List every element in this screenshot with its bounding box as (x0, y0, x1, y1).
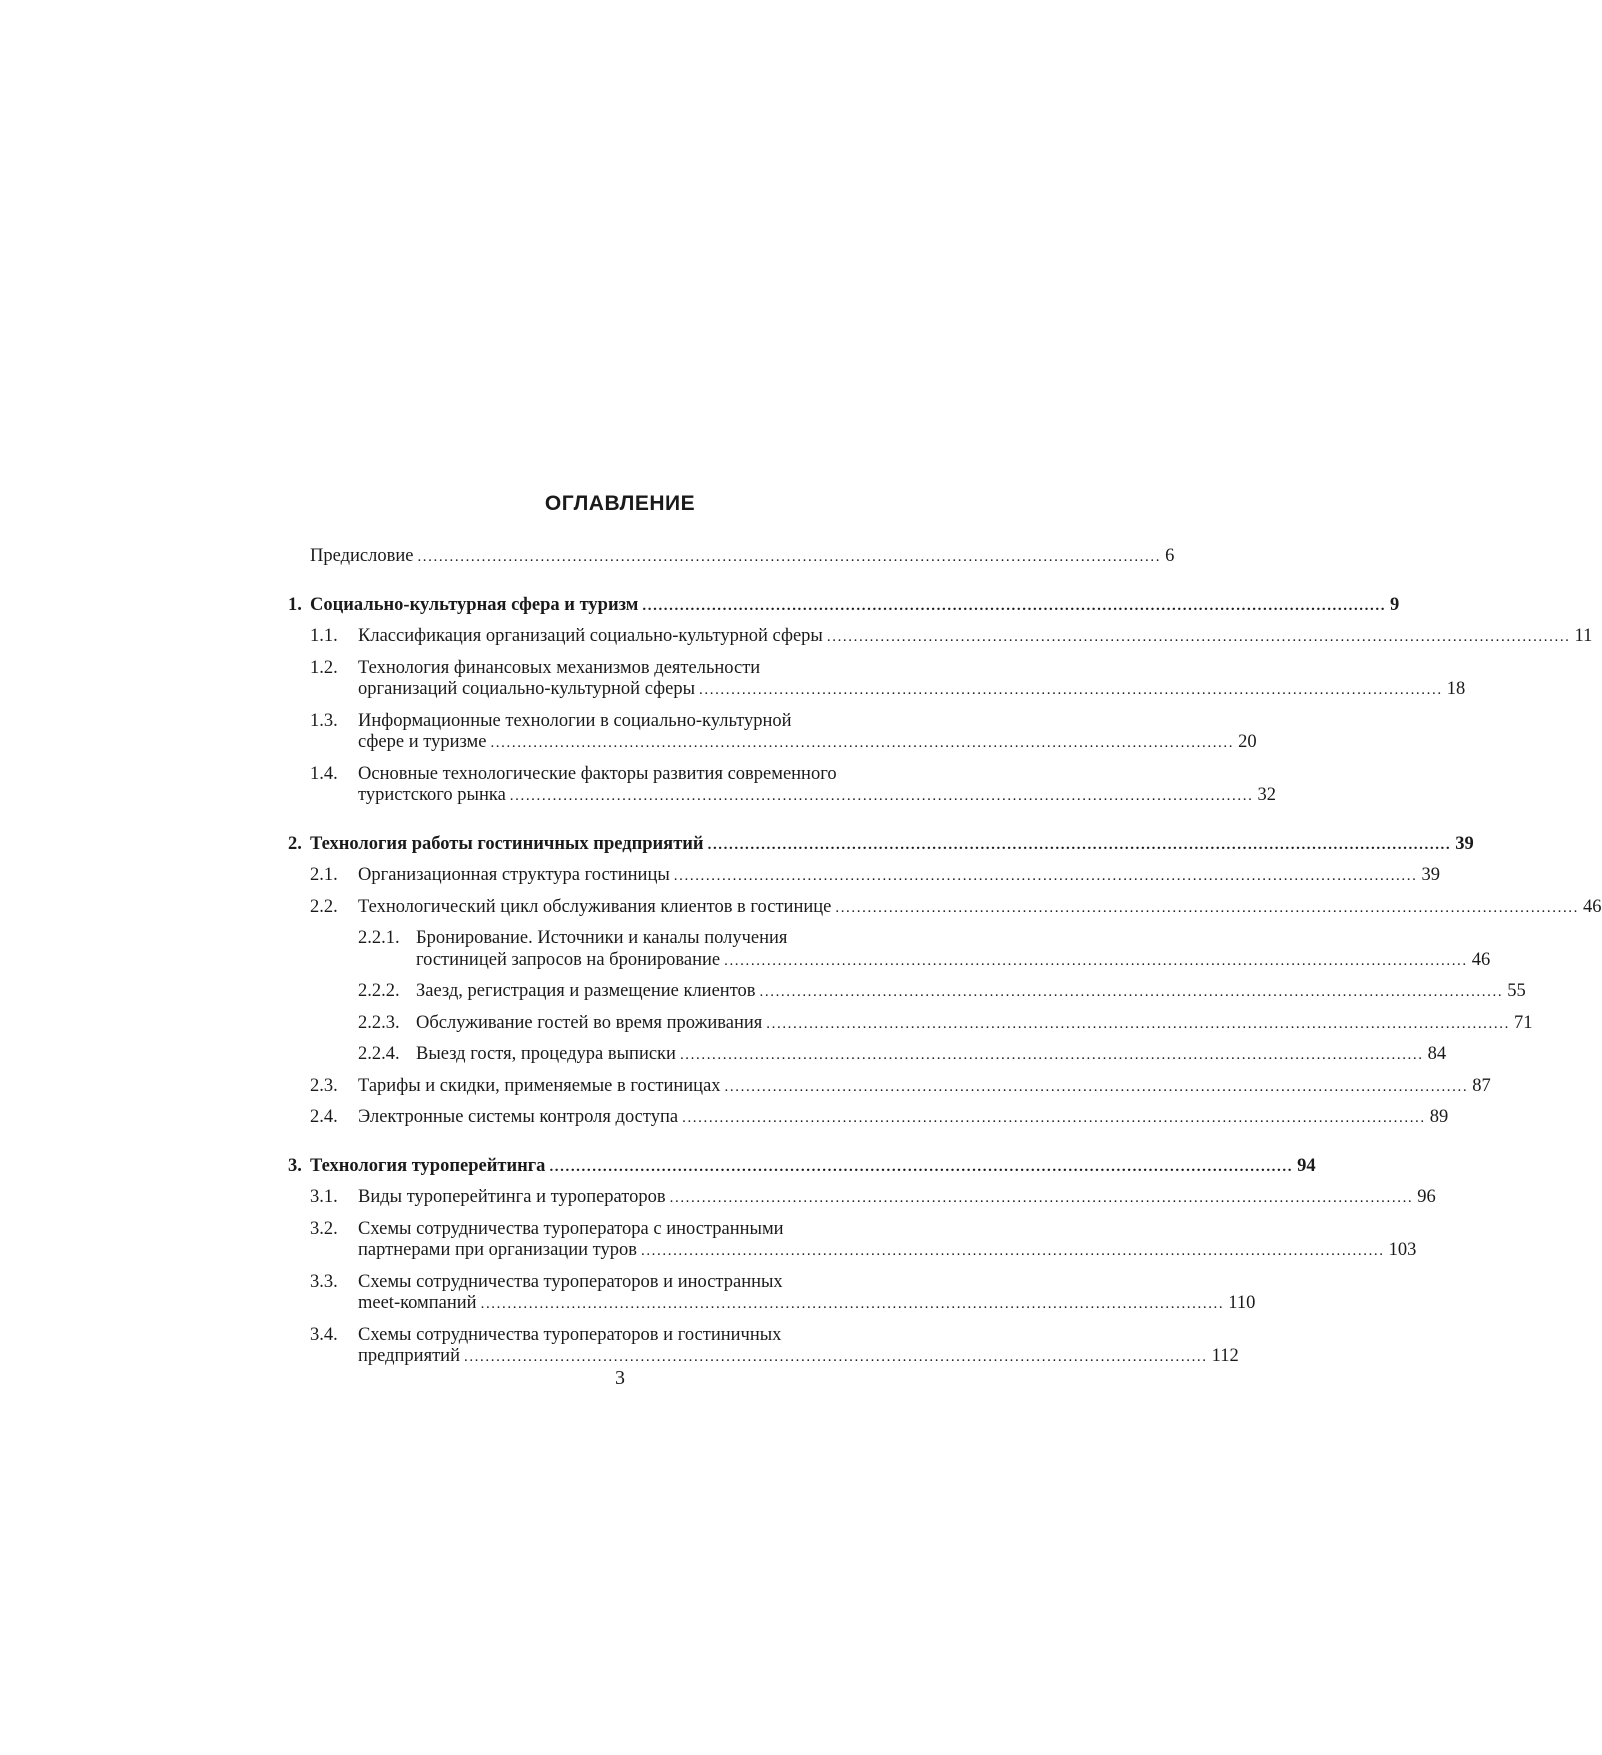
toc-page-number: 84 (1427, 1044, 1447, 1064)
toc-entry-chapter-3[interactable] (288, 1155, 1316, 1179)
toc-entry-title: Основные технологические факторы развития современного (358, 763, 837, 784)
toc-entry-number: 2.4. (310, 1107, 338, 1127)
toc-entry-number: 2. (288, 833, 302, 854)
toc-page-number: 39 (1455, 833, 1474, 854)
toc-entry-number: 3.3. (310, 1271, 338, 1292)
toc-page-number: 94 (1297, 1155, 1316, 1176)
toc-entry-title: Предисловие (310, 546, 414, 566)
toc-page-number: 9 (1390, 594, 1400, 615)
dot-leader: ........................................................................................................................................... (679, 1047, 1424, 1063)
toc-entry-title: Классификация организаций социально-культурной сферы (358, 626, 823, 646)
toc-entry-preface[interactable] (288, 546, 1175, 569)
dot-leader: ........................................................................................................................................... (640, 1243, 1385, 1259)
toc-entry-section-3-2[interactable] (288, 1218, 1417, 1263)
toc-entry-title: Технология финансовых механизмов деятельности (358, 657, 761, 678)
toc-entry-section-2-1[interactable] (288, 865, 1440, 888)
toc-entry-section-1-4[interactable] (288, 763, 1276, 808)
toc-entry-number: 2.2.3. (358, 1012, 400, 1033)
toc-entry-number: 3. (288, 1155, 302, 1176)
toc-page-number: 11 (1574, 626, 1593, 646)
toc-entry-title: партнерами при организации туров (358, 1240, 637, 1260)
toc-entry-subsection-2-2-1[interactable] (288, 928, 1491, 972)
toc-page-number: 39 (1421, 865, 1440, 885)
toc-entry-title: Технология работы гостиничных предприятий (310, 833, 704, 854)
toc-entry-section-3-1[interactable] (288, 1187, 1436, 1210)
page-title: ОГЛАВЛЕНИЕ (544, 492, 696, 515)
toc-entry-section-2-2[interactable] (288, 896, 1602, 920)
toc-entry-number: 1.4. (310, 763, 338, 784)
dot-leader: ........................................................................................................................................... (707, 836, 1452, 853)
toc-entry-number: 2.3. (310, 1075, 338, 1096)
toc-entry-title: meet-компаний (358, 1293, 477, 1313)
toc-entry-number: 3.1. (310, 1187, 338, 1207)
toc-entry-section-2-3[interactable] (288, 1075, 1491, 1099)
dot-leader: ........................................................................................................................................... (699, 682, 1443, 698)
toc-entry-title: Выезд гостя, процедура выписки (416, 1044, 676, 1064)
toc-page-number: 46 (1471, 949, 1491, 970)
toc-entry-title: туристского рынка (358, 785, 506, 805)
toc-page-number: 87 (1472, 1075, 1491, 1096)
toc-entry-title: Заезд, регистрация и размещение клиентов (416, 981, 756, 1001)
toc-entry-section-2-4[interactable] (288, 1107, 1449, 1130)
toc-page-number: 110 (1228, 1293, 1256, 1313)
toc-entry-title: Виды туроперейтинга и туроператоров (358, 1187, 666, 1207)
dot-leader: ........................................................................................................................................... (642, 597, 1387, 614)
toc-page-number: 96 (1417, 1187, 1436, 1207)
toc-page-number: 6 (1165, 546, 1175, 566)
toc-entry-number: 3.2. (310, 1218, 338, 1239)
toc-entry-number: 1.1. (310, 626, 338, 646)
toc-page-number: 20 (1238, 732, 1257, 752)
toc-entry-title: Организационная структура гостиницы (358, 865, 670, 885)
dot-leader: ........................................................................................................................................... (490, 735, 1235, 751)
toc-page-number: 89 (1429, 1107, 1449, 1127)
toc-entry-title: Схемы сотрудничества туроператоров и иностранных (358, 1271, 783, 1292)
dot-leader: ........................................................................................................................................... (673, 868, 1418, 884)
toc-entry-section-1-1[interactable] (288, 626, 1593, 649)
toc-entry-title: Схемы сотрудничества туроператора с иностранными (358, 1218, 784, 1239)
toc-entry-title: Технология туроперейтинга (310, 1155, 546, 1176)
toc-page-number: 71 (1513, 1012, 1533, 1033)
toc-page-number: 112 (1211, 1346, 1239, 1366)
toc-entry-title: организаций социально-культурной сферы (358, 679, 696, 699)
toc-page-number: 103 (1388, 1240, 1417, 1260)
dot-leader: ........................................................................................................................................... (549, 1158, 1294, 1175)
toc-entry-number: 2.2.4. (358, 1044, 400, 1064)
dot-leader: ........................................................................................................................................... (417, 549, 1162, 565)
toc-entry-title: Технологический цикл обслуживания клиентов в гостинице (358, 896, 832, 917)
toc-entry-section-1-3[interactable] (288, 710, 1257, 755)
toc-entry-subsection-2-2-4[interactable] (288, 1044, 1447, 1067)
toc-entry-title: Социально-культурная сфера и туризм (310, 594, 639, 615)
page-number: 3 (615, 1367, 625, 1389)
toc-entry-title: Бронирование. Источники и каналы получения (416, 928, 788, 948)
toc-entry-title: гостиницей запросов на бронирование (416, 949, 721, 970)
toc-entry-number: 2.1. (310, 865, 338, 885)
toc-entry-title: Электронные системы контроля доступа (358, 1107, 679, 1127)
toc-entry-title: сфере и туризме (358, 732, 487, 752)
toc-entry-chapter-2[interactable] (288, 833, 1474, 857)
toc-entry-number: 1.3. (310, 710, 338, 731)
dot-leader: ........................................................................................................................................... (669, 1190, 1414, 1206)
dot-leader: ........................................................................................................................................... (759, 984, 1504, 1000)
toc-entry-number: 3.4. (310, 1324, 338, 1345)
toc-page-number: 18 (1446, 679, 1466, 699)
toc-entry-title: Информационные технологии в социально-культурной (358, 710, 792, 731)
dot-leader: ........................................................................................................................................... (480, 1296, 1225, 1312)
dot-leader: ........................................................................................................................................... (724, 952, 1468, 969)
toc-entry-title: Схемы сотрудничества туроператоров и гостиничных (358, 1324, 782, 1345)
dot-leader: ........................................................................................................................................... (463, 1349, 1208, 1365)
dot-leader: ........................................................................................................................................... (724, 1078, 1469, 1095)
toc-entry-title: Тарифы и скидки, применяемые в гостиницах (358, 1075, 721, 1096)
toc-entry-number: 1. (288, 594, 302, 615)
toc-entry-number: 2.2. (310, 896, 338, 917)
toc-entry-number: 2.2.2. (358, 981, 400, 1001)
toc-entry-number: 2.2.1. (358, 928, 400, 948)
toc-entry-number: 1.2. (310, 657, 338, 678)
dot-leader: ........................................................................................................................................... (509, 788, 1254, 804)
dot-leader: ........................................................................................................................................... (826, 629, 1571, 645)
toc-entry-chapter-1[interactable] (288, 594, 1400, 618)
toc-page-number: 46 (1583, 896, 1602, 917)
toc-entry-section-3-3[interactable] (288, 1271, 1256, 1316)
dot-leader: ........................................................................................................................................... (835, 899, 1580, 916)
toc-entry-section-1-2[interactable] (288, 657, 1466, 702)
toc-entry-subsection-2-2-2[interactable] (288, 981, 1526, 1004)
toc-page-number: 32 (1257, 785, 1276, 805)
dot-leader: ........................................................................................................................................... (766, 1015, 1510, 1032)
toc-entry-subsection-2-2-3[interactable] (288, 1012, 1533, 1036)
toc-page-number: 55 (1507, 981, 1526, 1001)
toc-entry-title: Обслуживание гостей во время проживания (416, 1012, 763, 1033)
toc-entry-title: предприятий (358, 1346, 460, 1366)
dot-leader: ........................................................................................................................................... (682, 1110, 1426, 1126)
toc-entry-section-3-4[interactable] (288, 1324, 1239, 1369)
table-of-contents (288, 546, 1602, 1369)
